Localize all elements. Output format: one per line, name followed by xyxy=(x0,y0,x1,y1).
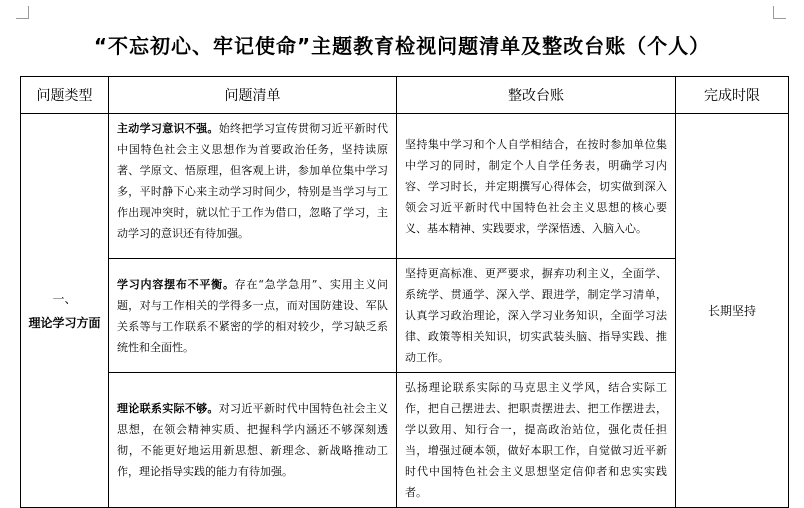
page-corner-mark-right xyxy=(773,6,786,19)
category-cell xyxy=(21,114,109,508)
header-issue-list: 问题清单 xyxy=(109,77,397,114)
deadline-cell: 长期坚持 xyxy=(676,114,789,508)
category-name: 理论学习方面 xyxy=(28,315,101,330)
issue-cell xyxy=(109,373,397,508)
document-title: “不忘初心、牢记使命”主题教育检视问题清单及整改台账（个人） xyxy=(93,34,711,58)
table-header-row xyxy=(21,77,789,114)
issue-heading: 理论联系实际不够。 xyxy=(117,402,219,415)
table-row xyxy=(21,373,789,508)
page-corner-mark-left xyxy=(16,6,29,19)
issue-text: 存在“急学急用”、实用主义问题，对与工作相关的学得多一点，而对国防建设、军队关系等与工作联系不紧密的学的相对较少，学习缺乏系统性和全面性。 xyxy=(117,277,388,354)
rectification-table xyxy=(20,76,789,508)
header-rectification-ledger: 整改台账 xyxy=(397,77,676,114)
issue-cell xyxy=(109,259,397,373)
issue-text: 对习近平新时代中国特色社会主义思想，在领会精神实质、把握科学内涵还不够深刻透彻，不能更好地运用新思想、新理念、新战略推动工作，理论指导实践的能力有待加强。 xyxy=(117,402,389,478)
issue-text: 始终把学习宣传贯彻习近平新时代中国特色社会主义思想作为首要政治任务，坚持读原著、学原文、悟原理，但客观上讲，参加单位集中学习多，平时静下心来主动学习时间少，特别是当学习与工作出现冲突时，就以忙于工作为借口，忽略了学习，主动学习的意识还有待加强。 xyxy=(117,122,389,240)
table-row xyxy=(21,259,789,373)
rectification-cell: 坚持集中学习和个人自学相结合，在按时参加单位集中学习的同时，制定个人自学任务表，明确学习内容、学习时长，并定期撰写心得体会，切实做到深入领会习近平新时代中国特色社会主义思想的核心要义、基本精神、实践要求，学深悟透、入脑入心。 xyxy=(397,114,676,259)
header-completion-deadline: 完成时限 xyxy=(676,77,789,114)
category-number: 一、 xyxy=(52,291,77,306)
issue-heading: 主动学习意识不强。 xyxy=(117,122,219,135)
rectification-cell: 弘扬理论联系实际的马克思主义学风，结合实际工作，把自己摆进去、把职责摆进去、把工作摆进去，学以致用、知行合一，提高政治站位，强化责任担当，增强过硬本领，做好本职工作，自觉做习近平新时代中国特色社会主义思想坚定信仰者和忠实实践者。 xyxy=(397,373,676,508)
rectification-cell: 坚持更高标准、更严要求，摒弃功利主义，全面学、系统学、贯通学、深入学、跟进学，制定学习清单，认真学习政治理论，深入学习业务知识，全面学习法律、政策等相关知识，切实武装头脑、指导实践、推动工作。 xyxy=(397,259,676,373)
header-problem-type: 问题类型 xyxy=(21,77,109,114)
table-row xyxy=(21,114,789,259)
issue-heading: 学习内容摆布不平衡。 xyxy=(117,277,235,291)
issue-cell xyxy=(109,114,397,259)
